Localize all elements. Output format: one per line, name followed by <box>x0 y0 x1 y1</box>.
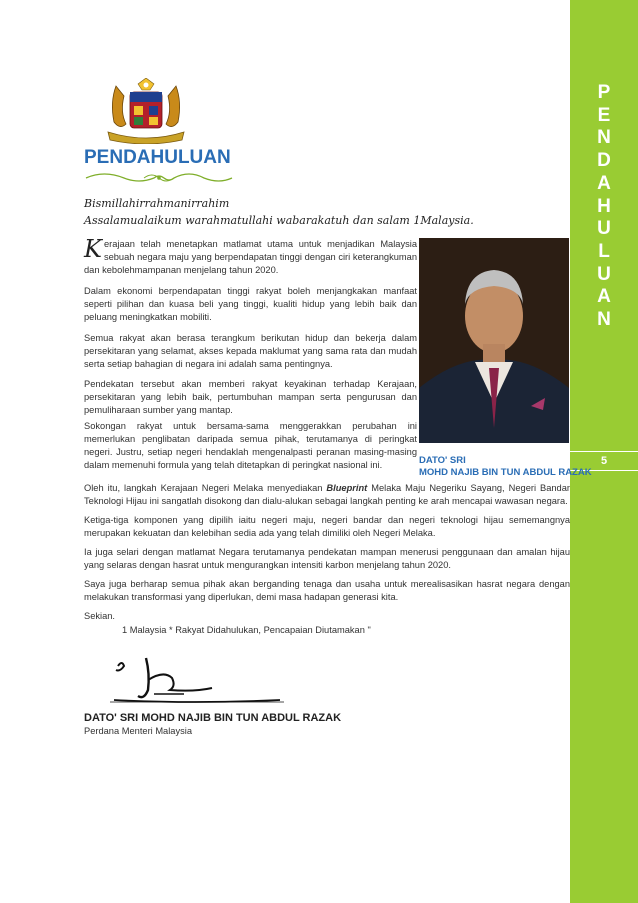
paragraph <box>84 482 570 508</box>
paragraph: Semua rakyat akan berasa terangkum berikutan hidup dan bekerja dalam persekitaran yang selamat, akses kepada maklumat yang sama rata dan mudah serta setiap bahagian di negara ini adalah sama pentingnya. <box>84 333 417 369</box>
vertical-letter: U <box>597 218 611 240</box>
motto: 1 Malaysia * Rakyat Didahulukan, Pencapaian Diutamakan " <box>122 625 371 635</box>
vertical-letter: H <box>597 195 611 217</box>
vertical-letter: N <box>597 127 611 149</box>
vertical-letter: N <box>597 309 611 331</box>
paragraph <box>84 235 417 277</box>
vertical-letter: E <box>597 104 611 126</box>
paragraph: Ia juga selari dengan matlamat Negara terutamanya pendekatan mampan menerusi penggunaan dan amalan hijau yang selaras dengan hasrat untuk mengurangkan intensiti karbon menjelang tahun 2020. <box>84 547 570 570</box>
paragraph: Ketiga-tiga komponen yang dipilih iaitu negeri maju, negeri bandar dan negeri teknologi hijau sememangnya merupakan kekuatan dan kelebihan sedia ada yang telah dimiliki oleh Negeri Melaka. <box>84 515 570 538</box>
closing-text: Sekian. <box>84 611 116 621</box>
paragraph-text: Oleh itu, langkah Kerajaan Negeri Melaka menyediakan <box>84 483 327 493</box>
paragraph-text: erajaan telah menetapkan matlamat utama untuk menjadikan Malaysia sebuah negara maju yang berpendapatan tinggi dengan ciri keterangkuman dan kebolehmampanan menjelang tahun 2020. <box>84 239 417 275</box>
paragraph: Dalam ekonomi berpendapatan tinggi rakyat boleh menjangkakan manfaat seperti pilihan dan kuasa beli yang tinggi, kualiti hidup yang lebih baik dan peluang meningkatkan mobiliti. <box>84 286 417 322</box>
signer-title: Perdana Menteri Malaysia <box>84 726 192 736</box>
paragraph: Sokongan rakyat untuk bersama-sama menggerakkan perubahan ini memerlukan penglibatan daripada semua pihak, terutamanya di peringkat negeri. Justru, setiap negeri hendaklah mengenalpasti peranan masing-masing dalam memenuhi formula yang telah ditetapkan di peringkat nasional ini. <box>84 421 417 470</box>
photo-caption <box>419 455 592 479</box>
vertical-letter: U <box>597 263 611 285</box>
paragraph: Pendekatan tersebut akan memberi rakyat keyakinan terhadap Kerajaan, persekitaran yang lebih baik, pertumbuhan mampan serta pengurusan dan pemuliharaan sumber yang mantap. <box>84 379 417 415</box>
paragraph-text: Melaka Maju Negeriku Sayang, Negeri Bandar Teknologi Hijau ini sangatlah disokong dan dialu-alukan sebagai langkah penting ke arah mencapai wawasan negara. <box>84 483 570 506</box>
page-title: PENDAHULUAN <box>84 147 231 168</box>
vertical-letter: P <box>597 82 611 103</box>
vertical-title <box>570 82 638 332</box>
portrait-photo <box>419 238 569 443</box>
handwritten-signature <box>84 650 304 710</box>
caption-line: MOHD NAJIB BIN TUN ABDUL RAZAK <box>419 467 592 478</box>
portrait-illustration <box>419 238 569 443</box>
vertical-letter: A <box>597 286 611 308</box>
salam-line: Assalamualaikum warahmatullahi wabarakatuh dan salam 1Malaysia. <box>84 214 474 227</box>
side-banner <box>570 0 638 903</box>
vertical-letter: A <box>597 172 611 194</box>
emphasis-text: Blueprint <box>326 483 368 493</box>
drop-cap: K <box>84 235 102 263</box>
coat-of-arms-logo <box>104 78 188 144</box>
page-number: 5 <box>570 451 638 471</box>
vertical-letter: D <box>597 150 611 172</box>
bismillah-line: Bismillahirrahmanirrahim <box>84 197 230 210</box>
flourish-ornament <box>84 170 234 186</box>
signer-name: DATO' SRI MOHD NAJIB BIN TUN ABDUL RAZAK <box>84 712 342 724</box>
caption-line: DATO' SRI <box>419 455 466 466</box>
vertical-letter: L <box>598 240 610 262</box>
paragraph: Saya juga berharap semua pihak akan berganding tenaga dan usaha untuk merealisasikan hasrat negara dengan melakukan transformasi yang diperlukan, demi masa hadapan generasi kita. <box>84 579 570 602</box>
